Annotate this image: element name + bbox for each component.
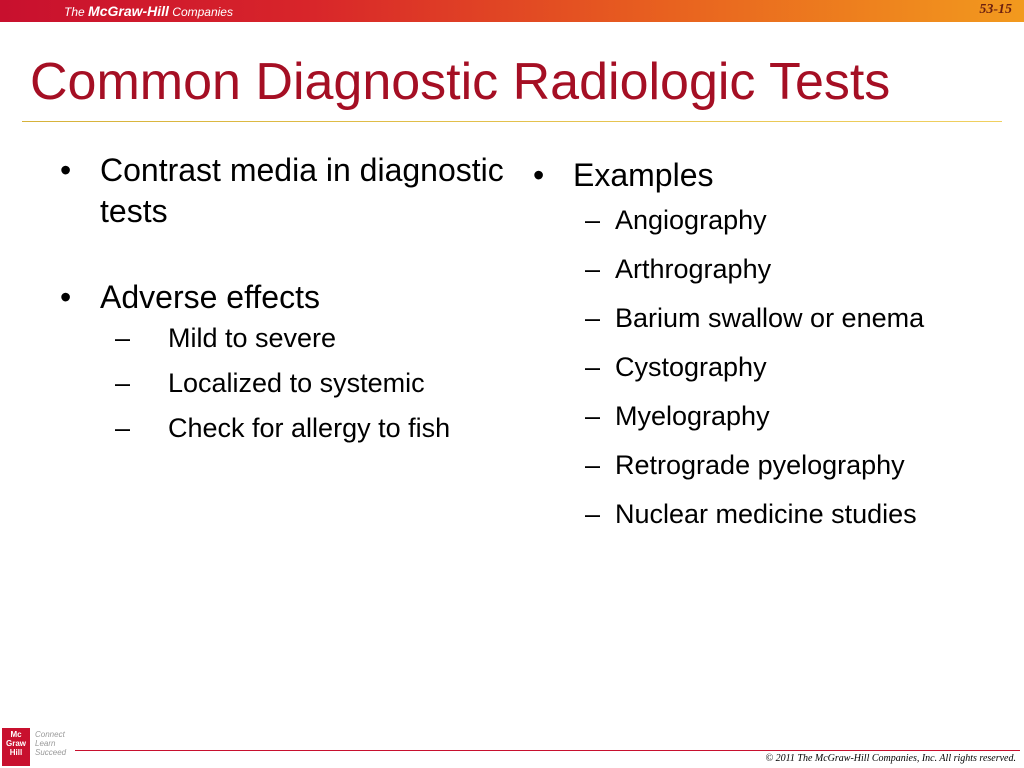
list-item: – Cystography — [533, 347, 953, 387]
bullet-adverse-effects-label: Adverse effects — [100, 279, 320, 315]
mcgraw-hill-logo — [2, 728, 30, 766]
tagline-line: Connect — [35, 730, 65, 739]
list-item: – Barium swallow or enema — [533, 298, 953, 338]
right-bullet-list — [533, 155, 953, 196]
right-column — [533, 155, 953, 543]
tagline-line: Succeed — [35, 748, 67, 757]
list-item: – Check for allergy to fish — [60, 410, 510, 447]
list-item: – Arthrography — [533, 249, 953, 289]
footer-divider — [75, 750, 1020, 751]
logo-line: Mc — [10, 730, 22, 739]
left-column — [60, 150, 510, 455]
brand-name: McGraw-Hill — [88, 3, 169, 19]
slide-title: Common Diagnostic Radiologic Tests — [30, 53, 891, 111]
bullet-adverse-effects — [60, 277, 510, 318]
examples-sublist — [533, 200, 953, 534]
list-item: – Localized to systemic — [60, 365, 510, 402]
list-item: – Myelography — [533, 396, 953, 436]
list-item: – Nuclear medicine studies — [533, 494, 953, 534]
tagline — [35, 730, 66, 757]
slide-number: 53-15 — [979, 2, 1012, 17]
title-divider — [22, 121, 1002, 122]
copyright-notice: © 2011 The McGraw-Hill Companies, Inc. All rights reserved. — [765, 753, 1016, 764]
list-item: – Mild to severe — [60, 320, 510, 357]
header-bar — [0, 0, 1024, 22]
brand-prefix: The — [64, 5, 85, 19]
list-item: – Retrograde pyelography — [533, 445, 953, 485]
brand-suffix: Companies — [172, 5, 233, 19]
list-item: – Angiography — [533, 200, 953, 240]
bullet-examples: • Examples — [533, 155, 953, 196]
logo-line: Hill — [9, 748, 23, 757]
bullet-contrast-media: • Contrast media in diagnostic tests — [60, 150, 510, 232]
adverse-effects-sublist — [60, 320, 510, 447]
left-bullet-list — [60, 150, 510, 318]
logo-line: Graw — [5, 739, 26, 748]
brand-logo-text — [64, 3, 233, 19]
tagline-line: Learn — [35, 739, 56, 748]
